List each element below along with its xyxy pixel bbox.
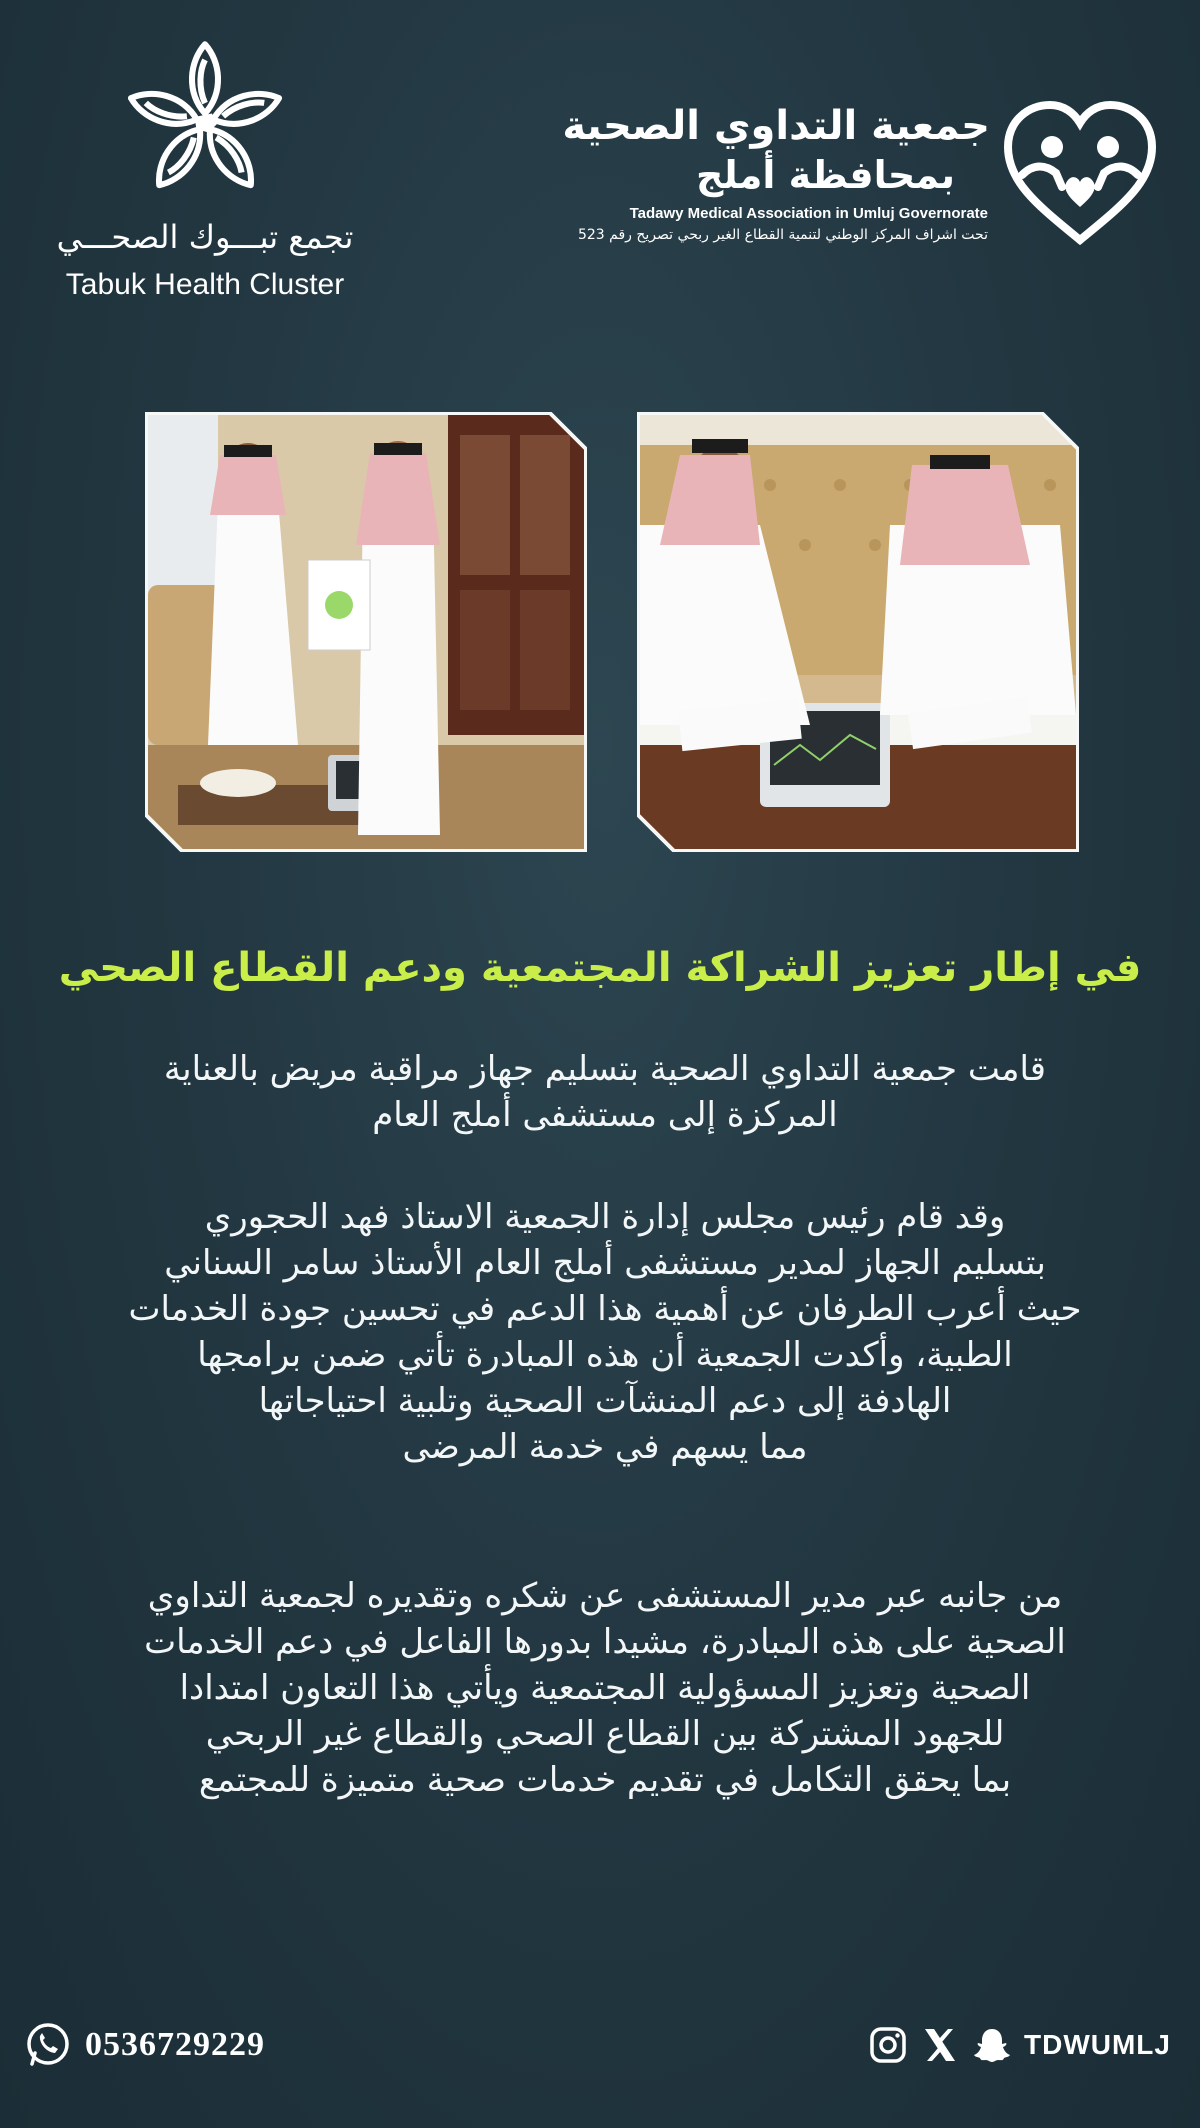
tabuk-star-logo-icon	[115, 40, 295, 200]
tadawy-name-arabic-line1: جمعية التداوي الصحية	[562, 103, 990, 149]
paragraph-2-line: الطبية، وأكدت الجمعية أن هذه المبادرة تأتي ضمن برامجها	[197, 1335, 1013, 1375]
whatsapp-icon	[25, 2022, 71, 2068]
signing-photo	[637, 412, 1079, 852]
paragraph-1	[60, 1046, 1150, 1138]
contact-phone[interactable]	[25, 2020, 265, 2070]
paragraph-1-line: المركزة إلى مستشفى أملج العام	[372, 1095, 838, 1135]
tadawy-association-logo	[562, 95, 1160, 265]
paragraph-3-line: الصحية وتعزيز المسؤولية المجتمعية ويأتي هذا التعاون امتدادا	[179, 1668, 1031, 1708]
photo-two-men-holding-certificate	[148, 415, 584, 849]
paragraph-2-line: بتسليم الجهاز لمدير مستشفى أملج العام الأستاذ سامر السناني	[164, 1243, 1046, 1283]
paragraph-3-line: للجهود المشتركة بين القطاع الصحي والقطاع غير الربحي	[205, 1714, 1005, 1754]
paragraph-2-line: حيث أعرب الطرفان عن أهمية هذا الدعم في تحسين جودة الخدمات	[128, 1289, 1082, 1329]
paragraph-1-line: قامت جمعية التداوي الصحية بتسليم جهاز مراقبة مريض بالعناية	[163, 1049, 1047, 1089]
paragraph-2-line: الهادفة إلى دعم المنشآت الصحية وتلبية احتياجاتها	[258, 1381, 952, 1421]
paragraph-3-line: من جانبه عبر مدير المستشفى عن شكره وتقديره لجمعية التداوي	[147, 1576, 1063, 1616]
paragraph-2-line: وقد قام رئيس مجلس إدارة الجمعية الاستاذ فهد الحجوري	[204, 1197, 1006, 1237]
article-headline: في إطار تعزيز الشراكة المجتمعية ودعم القطاع الصحي	[58, 945, 1142, 991]
paragraph-2-line: مما يسهم في خدمة المرضى	[402, 1427, 808, 1467]
paragraph-3-line: بما يحقق التكامل في تقديم خدمات صحية متميزة للمجتمع	[198, 1760, 1012, 1800]
social-handle[interactable]: TDWUMLJ	[1024, 2029, 1171, 2060]
paragraph-2	[60, 1194, 1150, 1470]
phone-number: 0536729229	[85, 2026, 265, 2063]
paragraph-3	[60, 1573, 1150, 1803]
x-icon[interactable]	[920, 2025, 960, 2065]
tadawy-name-english: Tadawy Medical Association in Umluj Governorate	[629, 205, 988, 222]
snapchat-icon[interactable]	[972, 2025, 1012, 2065]
tadawy-license-text: تحت اشراف المركز الوطني لتنمية القطاع الغير ربحي تصريح رقم 523	[577, 227, 988, 243]
handover-photo	[145, 412, 587, 852]
photo-two-men-signing-agreement	[640, 415, 1076, 849]
paragraph-3-line: الصحية على هذه المبادرة، مشيدا بدورها الفاعل في دعم الخدمات	[144, 1622, 1066, 1662]
heart-family-logo-icon	[1000, 95, 1160, 255]
tabuk-name-arabic: تجمع تبـــوك الصحـــي	[56, 218, 354, 256]
tabuk-name-english: Tabuk Health Cluster	[65, 268, 345, 301]
instagram-icon[interactable]	[868, 2025, 908, 2065]
tabuk-health-cluster-logo	[55, 40, 355, 310]
social-links	[868, 2020, 1171, 2070]
tadawy-name-arabic-line2: بمحافظة أملج	[695, 153, 955, 197]
